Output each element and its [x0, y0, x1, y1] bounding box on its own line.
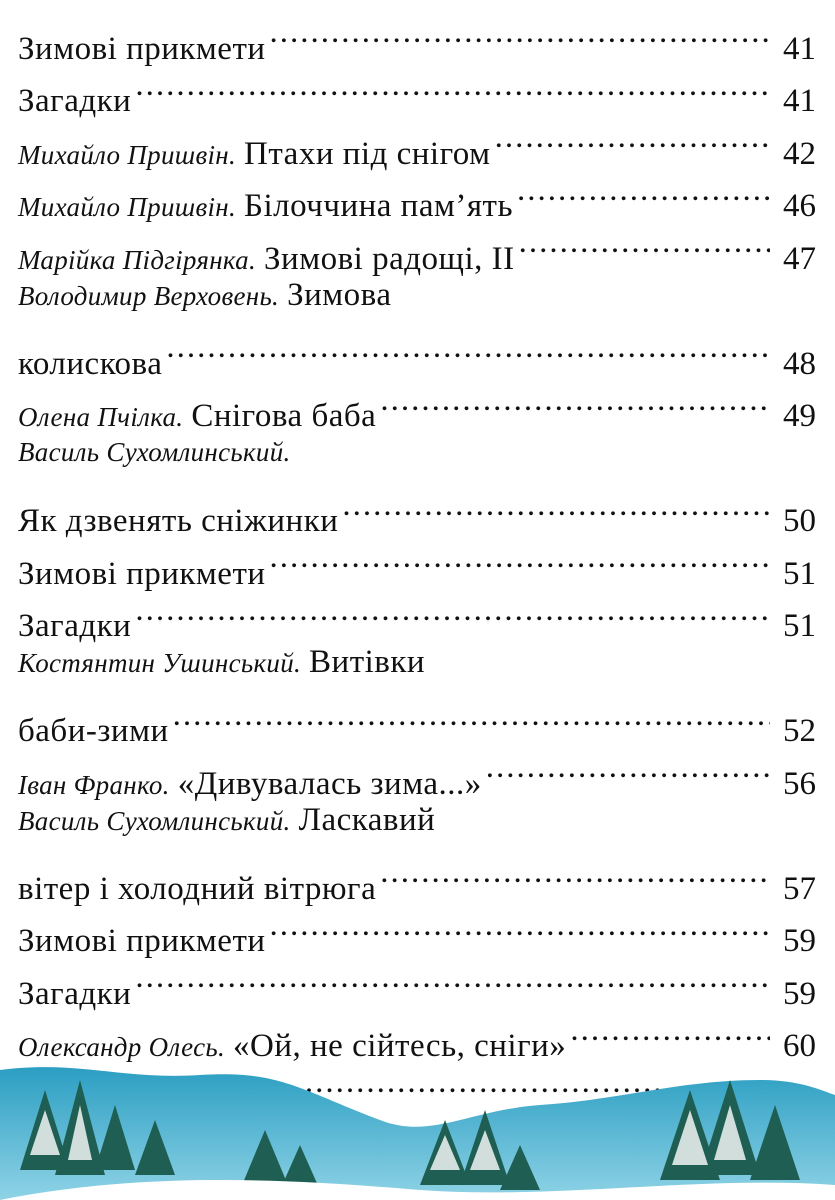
toc-entry[interactable]	[18, 59, 816, 119]
table-of-contents	[18, 6, 816, 1161]
leader-dots	[486, 741, 770, 794]
entry-title: Загадки	[18, 83, 132, 119]
entry-title: Зимові радощі, ІІ	[264, 240, 515, 277]
entry-author: Костянтин Ушинський.	[18, 648, 302, 678]
entry-page-number: 46	[783, 188, 816, 224]
toc-entry[interactable]	[18, 321, 816, 382]
entry-author: Василь Сухомлинський.	[18, 437, 291, 467]
entry-title: Зимові прикмети	[18, 555, 266, 592]
toc-entry[interactable]	[18, 111, 816, 172]
entry-title: Зимові прикмети	[18, 923, 266, 959]
entry-title: Як дзвенять сніжинки	[18, 503, 339, 539]
toc-entry[interactable]	[18, 636, 816, 689]
toc-entry[interactable]	[18, 951, 816, 1012]
entry-page-number: 60	[783, 1028, 816, 1064]
leader-dots	[166, 321, 770, 374]
entry-title: «Ой, не сійтесь, сніги»	[233, 1028, 567, 1064]
leader-dots	[342, 479, 770, 532]
entry-page-number: 41	[783, 83, 816, 119]
leader-dots	[270, 531, 770, 584]
entry-page-number: 49	[783, 398, 816, 434]
entry-title: вітер і холодний вітрюга	[18, 870, 377, 907]
entry-author: Михайло Пришвін.	[18, 192, 237, 222]
entry-page-number: 56	[783, 765, 816, 802]
leader-dots	[135, 584, 770, 637]
leader-dots	[135, 59, 770, 112]
leader-dots	[495, 111, 770, 164]
entry-author: Михайло Пришвін.	[18, 139, 237, 170]
toc-entry[interactable]	[18, 846, 816, 907]
entry-page-number: 59	[783, 975, 816, 1012]
leader-dots	[519, 216, 770, 269]
leader-dots	[380, 846, 770, 899]
leader-dots	[380, 374, 770, 427]
leader-dots	[270, 899, 770, 952]
leader-dots	[173, 689, 770, 742]
entry-author: Іван Франко.	[18, 769, 170, 800]
entry-page-number: 47	[783, 240, 816, 277]
entry-title: Загадки	[18, 608, 132, 644]
entry-title: Ласкавий	[298, 801, 436, 838]
entry-title: баби-зими	[18, 713, 169, 749]
entry-title: Загадки	[18, 975, 132, 1012]
entry-author: Марійка Підгірянка.	[18, 244, 257, 275]
toc-entry[interactable]	[18, 794, 816, 847]
entry-title: Птахи під снігом	[244, 135, 491, 172]
entry-page-number: 41	[783, 30, 816, 67]
entry-page-number: 57	[783, 870, 816, 907]
leader-dots	[270, 6, 770, 59]
leader-dots	[135, 951, 770, 1004]
winter-forest-illustration	[0, 1050, 835, 1200]
entry-title: Білоччина пам’ять	[244, 188, 514, 224]
toc-entry[interactable]	[18, 689, 816, 749]
entry-page-number: 50	[783, 503, 816, 539]
entry-page-number: 51	[783, 608, 816, 644]
toc-entry[interactable]	[18, 584, 816, 644]
entry-author: Олена Пчілка.	[18, 402, 184, 432]
entry-title: Зимова	[287, 276, 392, 313]
leader-dots	[570, 1004, 770, 1057]
entry-page-number: 59	[783, 923, 816, 959]
entry-title: Витівки	[309, 644, 426, 680]
toc-entry[interactable]	[18, 479, 816, 539]
entry-title: Зимові прикмети	[18, 30, 266, 67]
entry-page-number: 42	[783, 135, 816, 172]
toc-entry[interactable]	[18, 6, 816, 67]
leader-dots	[517, 164, 770, 217]
entry-author: Володимир Верховень.	[18, 280, 280, 311]
toc-entry[interactable]	[18, 1004, 816, 1064]
entry-author: Олександр Олесь.	[18, 1032, 226, 1062]
entry-page-number: 48	[783, 345, 816, 382]
toc-entry[interactable]	[18, 426, 816, 479]
entry-page-number: 52	[783, 713, 816, 749]
entry-title: колискова	[18, 345, 163, 382]
entry-author: Василь Сухомлинський.	[18, 805, 291, 836]
entry-title: Снігова баба	[191, 398, 377, 434]
entry-page-number: 51	[783, 555, 816, 592]
entry-title: «Дивувалась зима...»	[177, 765, 482, 802]
